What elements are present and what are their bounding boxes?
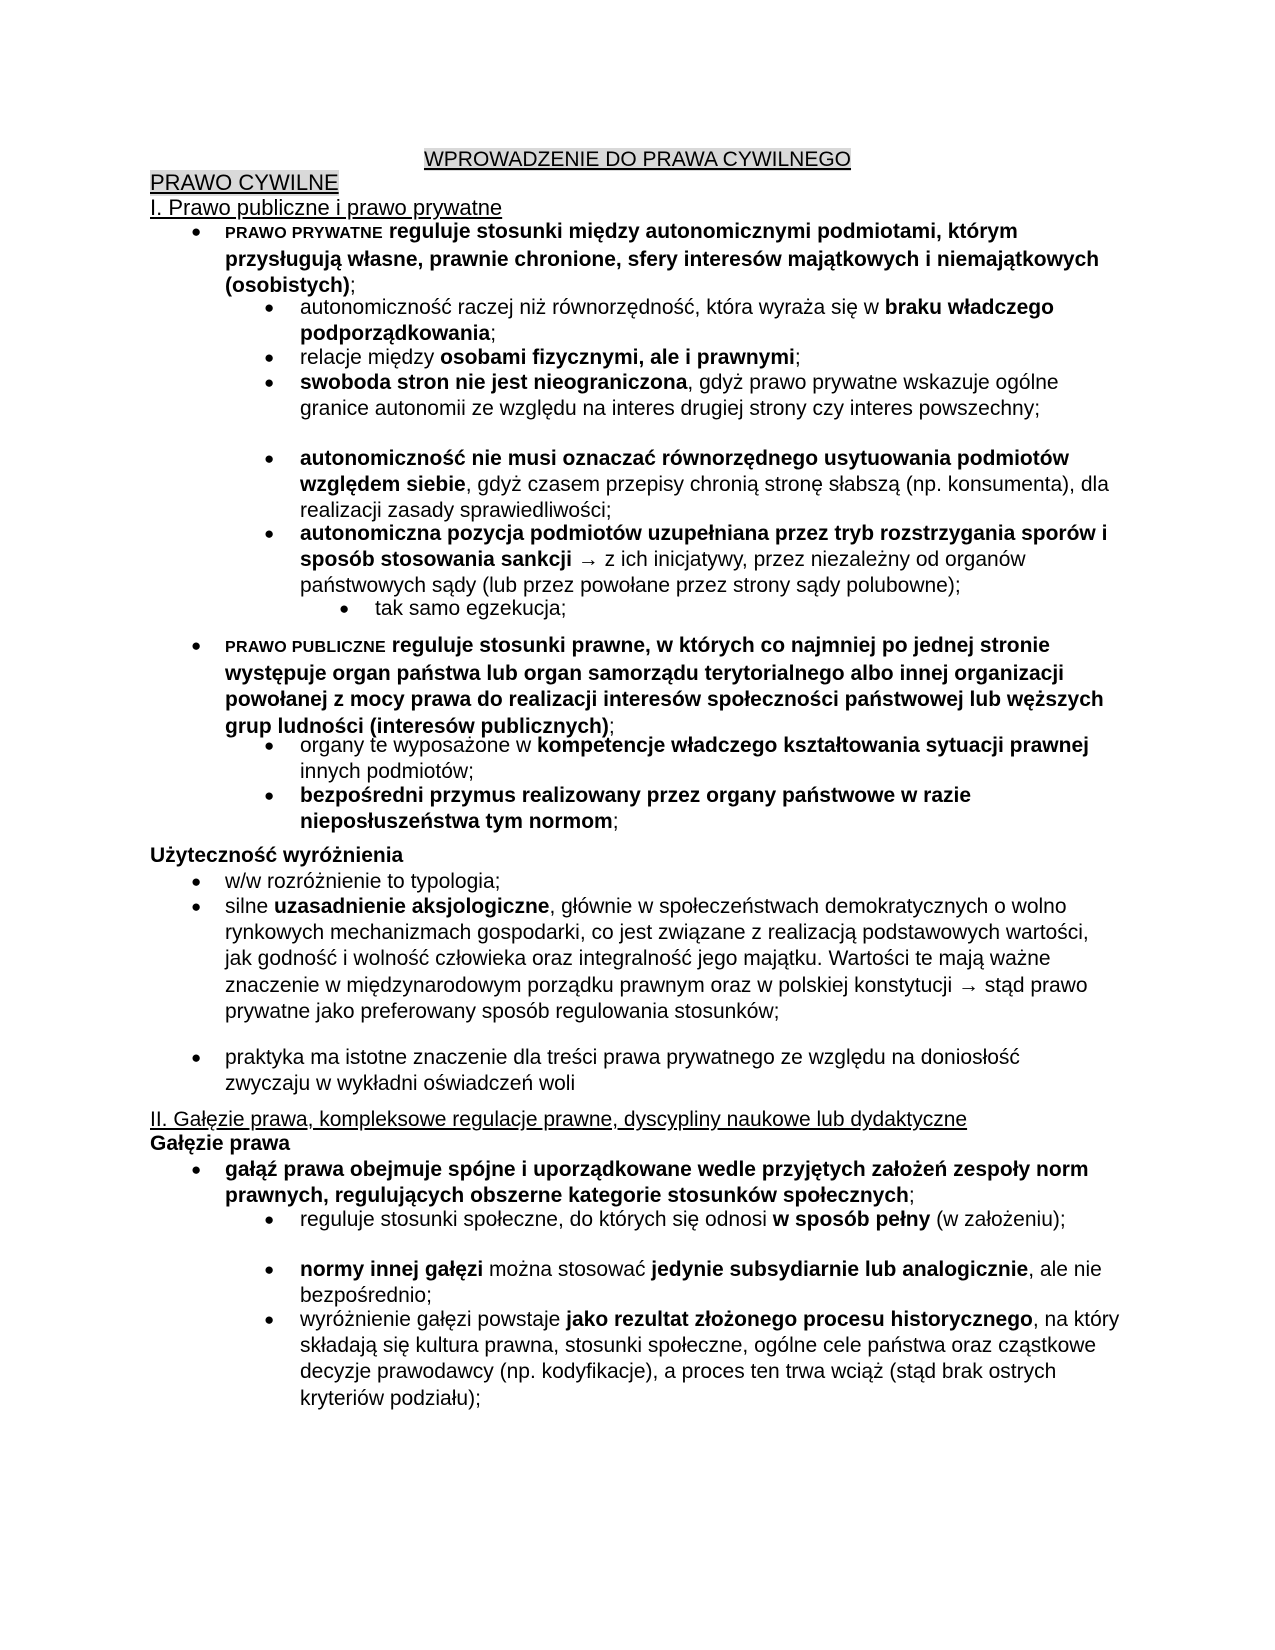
bullet-icon: ● (191, 1048, 202, 1067)
section-heading-prawo-cywilne: PRAWO CYWILNE (150, 170, 339, 195)
list-item: ● gałąź prawa obejmuje spójne i uporządkowane wedle przyjętych założeń zespoły norm prawnych, regulujących obszerne kategorie stosunków społecznych; (191, 1158, 1089, 1208)
document-title: WPROWADZENIE DO PRAWA CYWILNEGO (423, 148, 852, 171)
list-item-prawo-prywatne: ● PRAWO PRYWATNE reguluje stosunki między autonomicznymi podmiotami, którym przysługują własne, prawnie chronione, sfery interesów majątkowych i niemajątkowych (osobistych); (191, 220, 1100, 298)
bullet-icon: ● (264, 449, 275, 468)
list-item: ● praktyka ma istotne znaczenie dla treści prawa prywatnego ze względu na doniosłość zwyczaju w wykładni oświadczeń woli (191, 1046, 1020, 1096)
list-item: ● relacje między osobami fizycznymi, ale i prawnymi; (300, 345, 1130, 371)
list-item: ● autonomiczność nie musi oznaczać równorzędnego usytuowania podmiotów względem siebie, gdyż czasem przepisy chronią stronę słabszą (np. konsumenta), dla realizacji zasady sprawiedliwości; (264, 447, 1109, 523)
bullet-icon: ● (264, 1260, 275, 1279)
bullet-icon: ● (264, 298, 275, 317)
bullet-icon: ● (264, 786, 275, 805)
list-item: ● organy te wyposażone w kompetencje władczego kształtowania sytuacji prawnej innych podmiotów; (264, 734, 1089, 784)
section-heading-2: II. Gałęzie prawa, kompleksowe regulacje prawne, dyscypliny naukowe lub dydaktyczne (150, 1108, 968, 1131)
bullet-icon: ● (264, 1310, 275, 1329)
bullet-icon: ● (191, 222, 202, 241)
subheading-galezie: Gałęzie prawa (150, 1132, 291, 1155)
list-item: ● wyróżnienie gałęzi powstaje jako rezultat złożonego procesu historycznego, na który składają się kultura prawna, stosunki społeczne, ogólne cele państwa oraz cząstkowe decyzje prawodawcy (np. kodyfikacje), a proces ten trwa wciąż (stąd brak ostrych kryteriów podziału); (264, 1308, 1120, 1410)
bullet-icon: ● (191, 897, 202, 916)
bullet-icon: ● (264, 373, 275, 392)
subheading-uzytecznosc: Użyteczność wyróżnienia (150, 844, 404, 867)
bullet-icon: ● (191, 636, 202, 655)
list-item: ● w/w rozróżnienie to typologia; (225, 869, 1105, 895)
list-item: ● normy innej gałęzi można stosować jedynie subsydiarnie lub analogicznie, ale nie bezpośrednio; (264, 1258, 1102, 1308)
bullet-icon: ● (191, 872, 202, 891)
bullet-icon: ● (264, 1210, 275, 1229)
list-item: ● autonomiczność raczej niż równorzędność, która wyraża się w braku władczego podporządkowania; (264, 296, 1054, 346)
list-item: ● silne uzasadnienie aksjologiczne, głównie w społeczeństwach demokratycznych o wolno rynkowych mechanizmach gospodarki, co jest związane z realizacją podstawowych wartości, jak godność i wolność człowieka oraz integralność jego majątku. Wartości te mają ważne znaczenie w międzynarodowym porządku prawnym oraz w polskiej konstytucji → stąd prawo prywatne jako preferowany sposób regulowania stosunków; (191, 895, 1089, 1023)
list-item: ● swoboda stron nie jest nieograniczona, gdyż prawo prywatne wskazuje ogólne granice autonomii ze względu na interes drugiej strony czy interes powszechny; (264, 371, 1059, 421)
list-item: ● bezpośredni przymus realizowany przez organy państwowe w razie nieposłuszeństwa tym normom; (264, 784, 972, 834)
bullet-icon: ● (191, 1160, 202, 1179)
bullet-icon: ● (339, 599, 350, 618)
section-heading-1: I. Prawo publiczne i prawo prywatne (150, 195, 503, 220)
bullet-icon: ● (264, 348, 275, 367)
list-item: ● reguluje stosunki społeczne, do których się odnosi w sposób pełny (w założeniu); (300, 1207, 1130, 1233)
bullet-icon: ● (264, 736, 275, 755)
list-item-prawo-publiczne: ● PRAWO PUBLICZNE reguluje stosunki prawne, w których co najmniej po jednej stronie występuje organ państwa lub organ samorządu terytorialnego albo innej organizacji powołanej z mocy prawa do realizacji interesów społeczności państwowej lub węższych grup ludności (interesów publicznych); (191, 634, 1104, 738)
bullet-icon: ● (264, 524, 275, 543)
list-item: ● tak samo egzekucja; (375, 596, 1075, 622)
list-item: ● autonomiczna pozycja podmiotów uzupełniana przez tryb rozstrzygania sporów i sposób stosowania sankcji → z ich inicjatywy, przez niezależny od organów państwowych sądy (lub przez powołane przez strony sądy polubowne); (264, 522, 1108, 598)
